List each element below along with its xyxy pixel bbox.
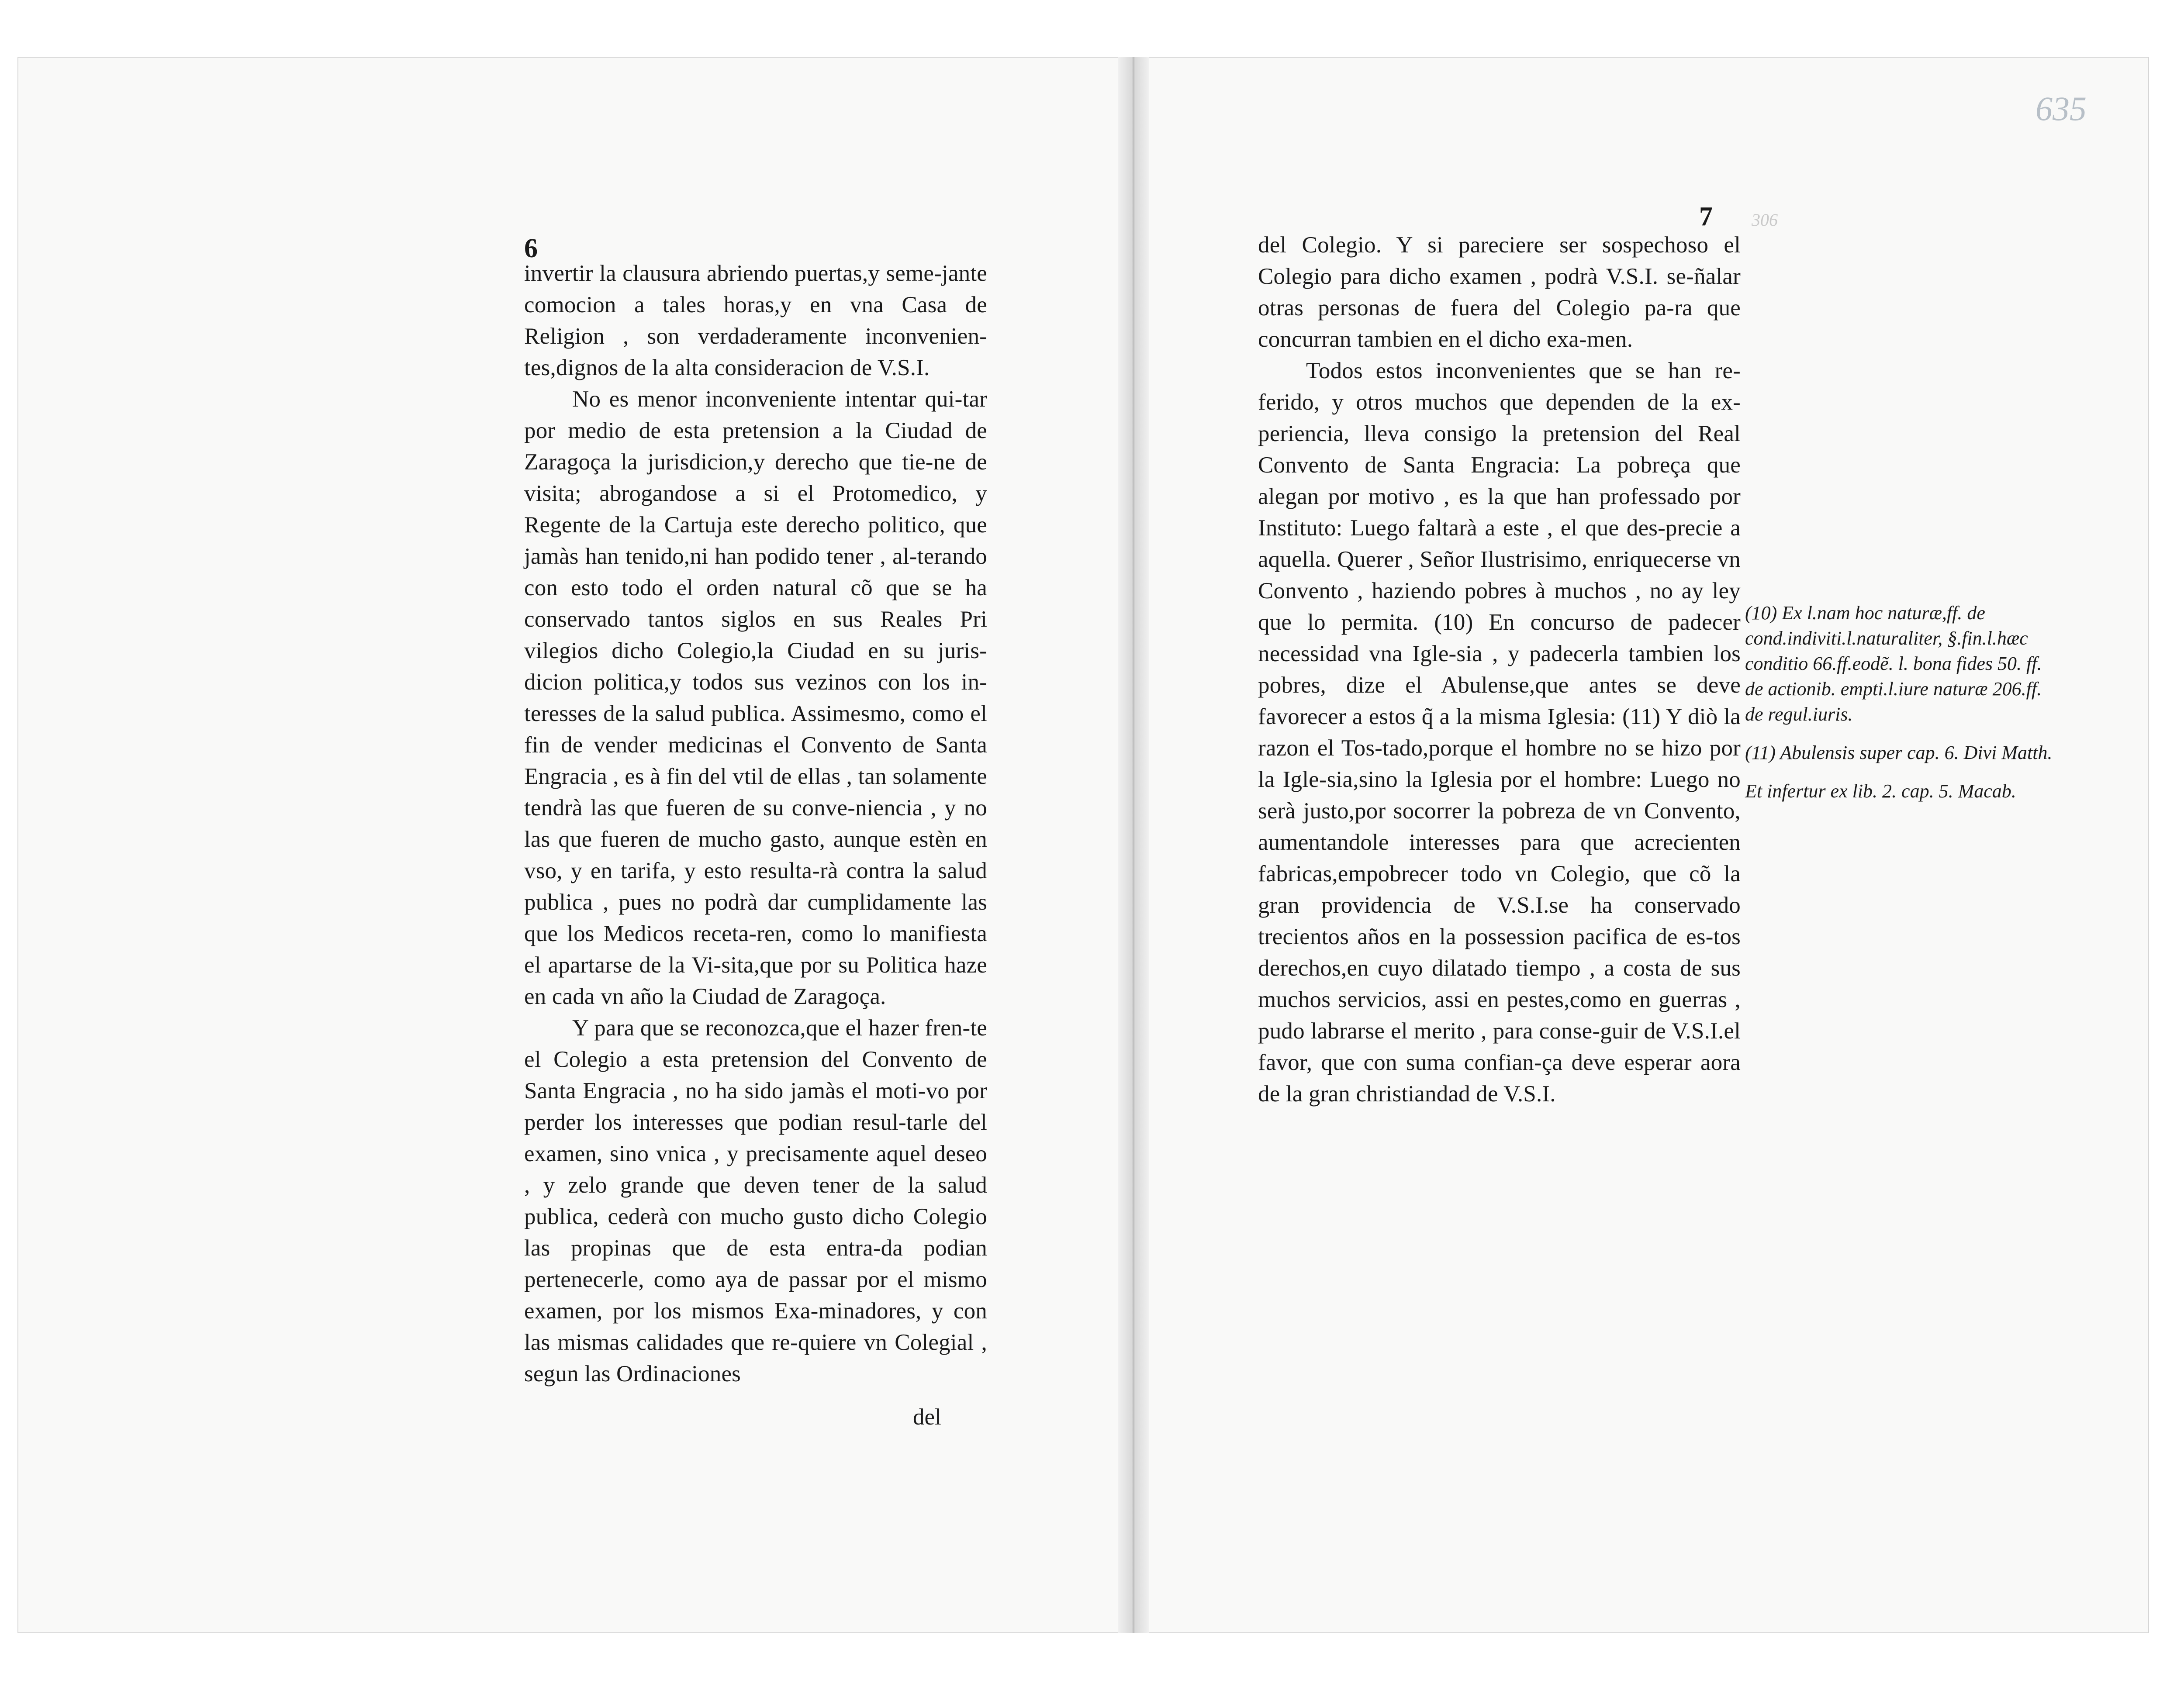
left-paragraph-2: No es menor inconveniente intentar qui-tar por medio de esta pretension a la Ciudad de Zaragoça la jurisdicion,y derecho que tie-ne de visita; abrogandose a si el Protomedico, y Regente de la Cartuja este derecho politico, que jamàs han tenido,ni han podido tener , al-terando con esto todo el orden natural cõ que se ha conservado tantos siglos en sus Reales Pri vilegios dicho Colegio,la Ciudad en su juris-dicion politica,y todos sus vezinos con los in-teresses de la salud publica. Assimesmo, como el fin de vender medicinas el Convento de Santa Engracia , es à fin del vtil de ellas , tan solamente tendrà las que fueren de su conve-niencia , y no las que fueren de mucho gasto, aunque estèn en vso, y en tarifa, y esto resulta-rà contra la salud publica , pues no podrà dar cumplidamente las que los Medicos receta-ren, como lo manifiesta el apartarse de la Vi-sita,que por su Politica haze en cada vn año la Ciudad de Zaragoça. <box>524 386 987 1009</box>
book-gutter <box>1118 57 1149 1633</box>
left-paragraph-1: invertir la clausura abriendo puertas,y seme-jante comocion a tales horas,y en vna Casa de Religion , son verdaderamente inconvenien-tes,dignos de la alta consideracion de V.S.I. <box>524 261 987 380</box>
right-page-number: 7 <box>1699 202 1713 231</box>
margin-note-macab: Et infertur ex lib. 2. cap. 5. Macab. <box>1745 780 2016 802</box>
faint-handwritten-mark: 306 <box>1752 210 1778 230</box>
right-page-body <box>1258 229 1741 1110</box>
margin-notes <box>1745 600 2060 817</box>
margin-note-10: (10) Ex l.nam hoc naturæ,ff. de cond.indiviti.l.naturaliter, §.fin.l.hæc conditio 66.ff.eodẽ. l. bona fides 50. ff. de actionib. empti.l.iure naturæ 206.ff. de regul.iuris. <box>1745 602 2042 725</box>
right-paragraph-1: del Colegio. Y si pareciere ser sospechoso el Colegio para dicho examen , podrà V.S.I. se-ñalar otras personas de fuera del Colegio pa-ra que concurran tambien en el dicho exa-men. <box>1258 232 1741 352</box>
margin-note-11: (11) Abulensis super cap. 6. Divi Matth. <box>1745 742 2053 763</box>
right-paragraph-2: Todos estos inconvenientes que se han re-ferido, y otros muchos que dependen de la ex-periencia, lleva consigo la pretension del Real Convento de Santa Engracia: La pobreça que alegan por motivo , es la que han professado por Instituto: Luego faltarà a este , el que des-precie a aquella. Querer , Señor Ilustrisimo, enriquecerse vn Convento , haziendo pobres à muchos , no ay ley que lo permita. (10) En concurso de padecer necessidad vna Igle-sia , y padecerla tambien los pobres, dize el Abulense,que antes se deve favorecer a estos q̃ a la misma Iglesia: (11) Y diò la razon el Tos-tado,porque el hombre no se hizo por la Igle-sia,sino la Iglesia por el hombre: Luego no serà justo,por socorrer la pobreza de vn Convento, aumentandole interesses para que acrecienten fabricas,empobrecer todo vn Colegio, que cõ la gran providencia de V.S.I.se ha conservado trecientos años en la possession pacifica de es-tos derechos,en cuyo dilatado tiempo , a costa de sus muchos servicios, assi en pestes,como en guerras , pudo labrarse el merito , para conse-guir de V.S.I.el favor, que con suma confian-ça deve esperar aora de la gran christiandad de V.S.I. <box>1258 358 1741 1107</box>
left-paragraph-3: Y para que se reconozca,que el hazer fren-te el Colegio a esta pretension del Convento de Santa Engracia , no ha sido jamàs el moti-vo por perder los interesses que podian resul-tarle del examen, sino vnica , y precisamente aquel deseo , y zelo grande que deven tener de la salud publica, cederà con mucho gusto dicho Colegio las propinas que de esta entra-da podian pertenecerle, como aya de passar por el mismo examen, por los mismos Exa-minadores, y con las mismas calidades que re-quiere vn Colegial , segun las Ordinaciones <box>524 1015 987 1387</box>
left-page-body <box>524 258 987 1390</box>
folio-number: 635 <box>2035 90 2087 128</box>
left-catchword: del <box>913 1404 941 1430</box>
left-page-number: 6 <box>524 234 538 263</box>
